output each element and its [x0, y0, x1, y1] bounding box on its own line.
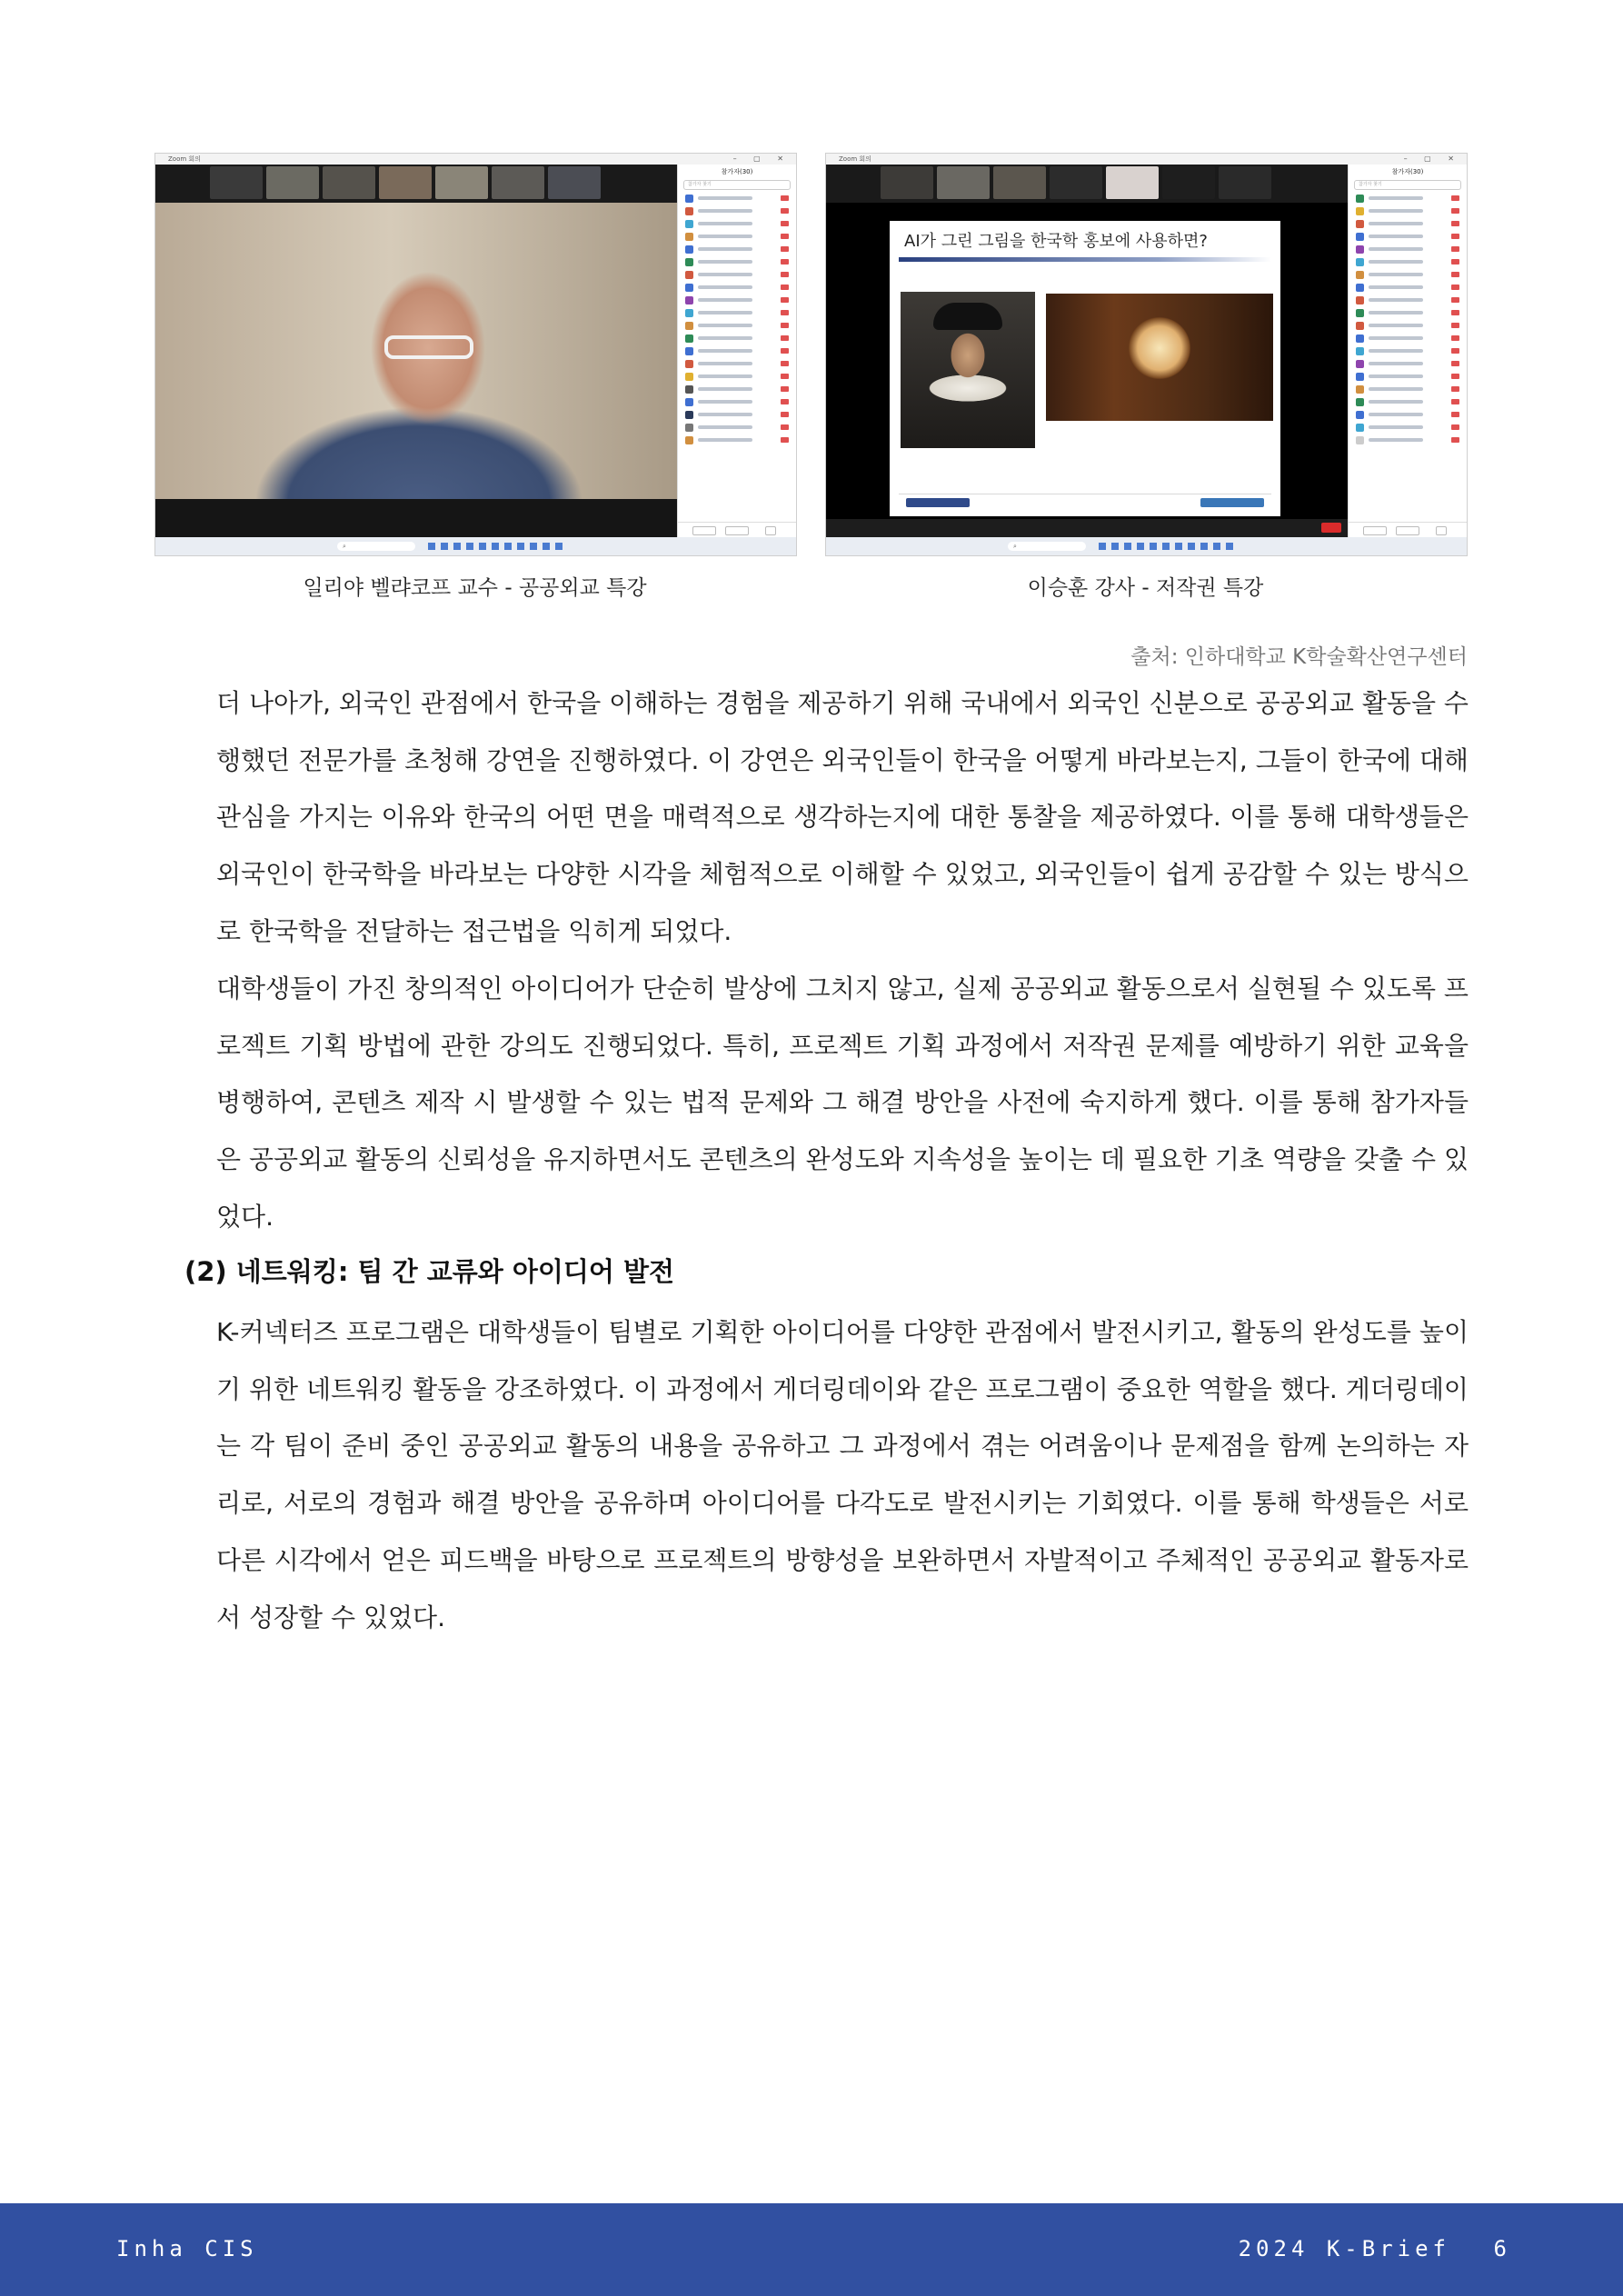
participants-panel-footer	[1349, 522, 1467, 537]
more-options-icon[interactable]	[1436, 526, 1447, 535]
taskbar-search-icon[interactable]: ⌕	[1008, 542, 1086, 551]
mute-all-button[interactable]	[725, 526, 749, 535]
figure-caption: 이승훈 강사 - 저작권 특강	[1027, 576, 1264, 600]
participants-panel-footer	[678, 522, 796, 537]
figure-caption: 일리야 벨랴코프 교수 - 공공외교 특강	[303, 576, 647, 600]
mic-muted-icon	[1451, 399, 1459, 404]
participant-row	[678, 306, 796, 319]
mic-muted-icon	[781, 424, 789, 430]
participant-row	[678, 230, 796, 243]
mic-muted-icon	[1451, 437, 1459, 443]
participants-panel	[1348, 165, 1467, 537]
mic-muted-icon	[1451, 310, 1459, 315]
participant-thumbnail-strip	[155, 165, 678, 203]
mic-muted-icon	[781, 259, 789, 265]
participant-row	[1349, 255, 1467, 268]
footer-publisher: Inha CIS	[116, 2236, 258, 2261]
body-paragraph: 더 나아가, 외국인 관점에서 한국을 이해하는 경험을 제공하기 위해 국내에서 외국인 신분으로 공공외교 활동을 수행했던 전문가를 초청해 강연을 진행하였다. 이 강연은 외국인들이 한국을 어떻게 바라보는지, 그들이 한국에 대해 관심을 가지는 이유와 한국의 어떤 면을 매력적으로 생각하는지에 대한 통찰을 제공하였다. 이를 통해 대학생들은 외국인이 한국학을 바라보는 다양한 시각을 체험적으로 이해할 수 있었고, 외국인들이 쉽게 공감할 수 있는 방식으로 한국학을 전달하는 접근법을 익히게 되었다.	[216, 688, 1469, 946]
more-options-icon[interactable]	[765, 526, 776, 535]
shared-screen	[826, 203, 1349, 537]
mic-muted-icon	[781, 412, 789, 417]
participants-panel	[677, 165, 796, 537]
participant-thumbnail	[881, 166, 933, 199]
mic-muted-icon	[781, 221, 789, 226]
participant-row	[1349, 243, 1467, 255]
window-controls-icon: – ▢ ✕	[1403, 155, 1461, 163]
mic-muted-icon	[781, 234, 789, 239]
ai-painting-image	[1046, 294, 1273, 421]
mic-muted-icon	[1451, 348, 1459, 354]
participant-row	[678, 395, 796, 408]
participant-row	[1349, 357, 1467, 370]
mic-muted-icon	[781, 437, 789, 443]
mic-muted-icon	[781, 246, 789, 252]
university-logo	[906, 498, 970, 507]
mute-all-button[interactable]	[1396, 526, 1419, 535]
participant-row	[678, 370, 796, 383]
mic-muted-icon	[781, 374, 789, 379]
participant-row	[678, 255, 796, 268]
mic-muted-icon	[781, 386, 789, 392]
participant-thumbnail	[1162, 166, 1215, 199]
participant-row	[1349, 230, 1467, 243]
participant-row	[1349, 383, 1467, 395]
mic-muted-icon	[1451, 424, 1459, 430]
body-paragraph: K-커넥터즈 프로그램은 대학생들이 팀별로 기획한 아이디어를 다양한 관점에서 발전시키고, 활동의 완성도를 높이기 위한 네트워킹 활동을 강조하였다. 이 과정에서 게더링데이와 같은 프로그램이 중요한 역할을 했다. 게더링데이는 각 팀이 준비 중인 공공외교 활동의 내용을 공유하고 그 과정에서 겪는 어려움이나 문제점을 함께 논의하는 자리로, 서로의 경험과 해결 방안을 공유하며 아이디어를 다각도로 발전시키는 기회였다. 이를 통해 학생들은 서로 다른 시각에서 얻은 피드백을 바탕으로 프로젝트의 방향성을 보완하면서 자발적이고 주체적인 공공외교 활동자로서 성장할 수 있었다.	[216, 1317, 1469, 1632]
participant-row	[1349, 421, 1467, 434]
participant-row	[678, 205, 796, 217]
invite-button[interactable]	[692, 526, 716, 535]
footer-publication: 2024 K-Brief	[1238, 2236, 1450, 2261]
participant-row	[678, 192, 796, 205]
participant-thumbnail	[1050, 166, 1102, 199]
mic-muted-icon	[1451, 259, 1459, 265]
participant-row	[1349, 281, 1467, 294]
windows-taskbar	[826, 537, 1467, 555]
mic-muted-icon	[781, 272, 789, 277]
mic-muted-icon	[1451, 335, 1459, 341]
participant-row	[678, 294, 796, 306]
slide-title-underline	[899, 257, 1271, 262]
meeting-control-bar	[826, 519, 1349, 537]
mic-muted-icon	[781, 195, 789, 201]
participant-thumbnail	[379, 166, 432, 199]
mic-muted-icon	[1451, 195, 1459, 201]
participant-row	[1349, 294, 1467, 306]
participant-row	[678, 408, 796, 421]
mic-muted-icon	[1451, 285, 1459, 290]
window-titlebar	[155, 154, 796, 165]
invite-button[interactable]	[1363, 526, 1387, 535]
mic-muted-icon	[781, 310, 789, 315]
end-meeting-button[interactable]	[1321, 523, 1341, 533]
participant-thumbnail	[210, 166, 263, 199]
participant-thumbnail	[435, 166, 488, 199]
taskbar-app-icons	[1099, 543, 1235, 550]
participant-row	[678, 217, 796, 230]
participant-thumbnail	[993, 166, 1046, 199]
page-number: 6	[1493, 2236, 1507, 2261]
window-titlebar	[826, 154, 1467, 165]
participant-row	[1349, 205, 1467, 217]
participant-row	[678, 281, 796, 294]
mic-muted-icon	[1451, 386, 1459, 392]
portrait-painting-image	[901, 292, 1035, 448]
mic-muted-icon	[1451, 297, 1459, 303]
participant-row	[678, 243, 796, 255]
mic-muted-icon	[1451, 272, 1459, 277]
mic-muted-icon	[1451, 323, 1459, 328]
image-source-credit: 출처: 인하대학교 K학술확산연구센터	[1130, 645, 1468, 669]
mic-muted-icon	[1451, 361, 1459, 366]
mic-muted-icon	[1451, 234, 1459, 239]
participant-row	[1349, 395, 1467, 408]
zoom-screenshot-lecture-1	[154, 153, 797, 556]
mic-muted-icon	[1451, 412, 1459, 417]
participant-row	[678, 319, 796, 332]
participant-row	[1349, 332, 1467, 344]
speaker-video	[155, 203, 678, 499]
participant-thumbnail-strip	[826, 165, 1349, 203]
participant-thumbnail	[1106, 166, 1159, 199]
participant-thumbnail	[492, 166, 544, 199]
participant-row	[678, 421, 796, 434]
participant-search-input[interactable]: 참가자 찾기	[1354, 180, 1461, 190]
participant-row	[678, 268, 796, 281]
participant-thumbnail	[548, 166, 601, 199]
mic-muted-icon	[781, 361, 789, 366]
participant-row	[1349, 319, 1467, 332]
section-heading: (2) 네트워킹: 팀 간 교류와 아이디어 발전	[184, 1256, 675, 1287]
slide-title: AI가 그린 그림을 한국학 홍보에 사용하면?	[904, 232, 1208, 251]
mic-muted-icon	[781, 335, 789, 341]
window-controls-icon: – ▢ ✕	[732, 155, 791, 163]
participants-panel-title: 참가자(30)	[721, 168, 753, 175]
mic-muted-icon	[781, 348, 789, 354]
participant-row	[678, 434, 796, 446]
participant-search-input[interactable]: 참가자 찾기	[683, 180, 791, 190]
mic-muted-icon	[781, 285, 789, 290]
zoom-screenshot-lecture-2	[825, 153, 1468, 556]
window-title: Zoom 회의	[168, 155, 201, 163]
mic-muted-icon	[1451, 221, 1459, 226]
portrait-hat	[933, 303, 1002, 330]
mic-muted-icon	[1451, 374, 1459, 379]
taskbar-search-icon[interactable]: ⌕	[337, 542, 415, 551]
participant-row	[678, 332, 796, 344]
participant-thumbnail	[323, 166, 375, 199]
copyright-commission-logo	[1200, 498, 1264, 507]
participant-row	[1349, 344, 1467, 357]
participant-row	[1349, 434, 1467, 446]
meeting-control-bar	[155, 499, 678, 537]
participant-row	[1349, 217, 1467, 230]
windows-taskbar	[155, 537, 796, 555]
participant-row	[678, 344, 796, 357]
mic-muted-icon	[781, 399, 789, 404]
participant-row	[1349, 192, 1467, 205]
slide-footer	[899, 494, 1271, 511]
participant-row	[678, 357, 796, 370]
participant-thumbnail	[1219, 166, 1271, 199]
participant-row	[1349, 268, 1467, 281]
participant-row	[1349, 306, 1467, 319]
participant-thumbnail	[937, 166, 990, 199]
mic-muted-icon	[1451, 246, 1459, 252]
participants-panel-title: 참가자(30)	[1391, 168, 1424, 175]
window-title: Zoom 회의	[839, 155, 871, 163]
presentation-slide	[890, 221, 1280, 516]
participant-thumbnail	[266, 166, 319, 199]
body-paragraph: 대학생들이 가진 창의적인 아이디어가 단순히 발상에 그치지 않고, 실제 공공외교 활동으로서 실현될 수 있도록 프로젝트 기획 방법에 관한 강의도 진행되었다. 특히, 프로젝트 기획 과정에서 저작권 문제를 예방하기 위한 교육을 병행하여, 콘텐츠 제작 시 발생할 수 있는 법적 문제와 그 해결 방안을 사전에 숙지하게 했다. 이를 통해 참가자들은 공공외교 활동의 신뢰성을 유지하면서도 콘텐츠의 완성도와 지속성을 높이는 데 필요한 기초 역량을 갖출 수 있었다.	[216, 973, 1469, 1232]
taskbar-app-icons	[428, 543, 564, 550]
page-footer	[0, 2203, 1623, 2296]
mic-muted-icon	[781, 297, 789, 303]
mic-muted-icon	[1451, 208, 1459, 214]
speaker-glasses	[384, 335, 473, 359]
mic-muted-icon	[781, 323, 789, 328]
mic-muted-icon	[781, 208, 789, 214]
participant-row	[1349, 370, 1467, 383]
participant-row	[1349, 408, 1467, 421]
participant-row	[678, 383, 796, 395]
